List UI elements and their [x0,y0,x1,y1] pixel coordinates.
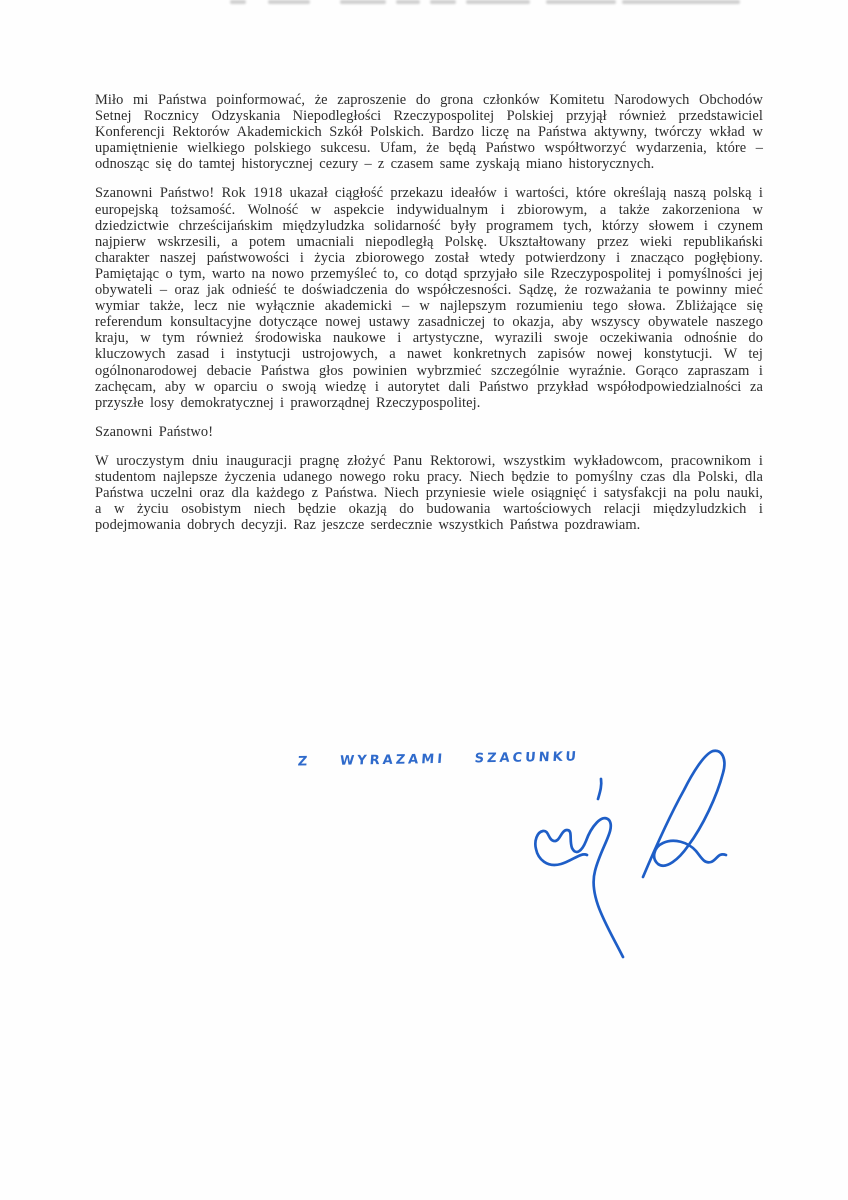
letter-salutation: Szanowni Państwo! [95,423,214,440]
letter-paragraph-3: W uroczystym dniu inauguracji pragnę złożyć Panu Rektorowi, wszystkim wykładowcom, pracownikom i studentom najlepsze życzenia udanego nowego roku pracy. Niech będzie to pomyślny czas dla Polski, dla Państwa uczelni oraz dla każdego z Państwa. Niech przyniesie wiele osiągnięć i satysfakcji na polu nauki, a w życiu osobistym niech będzie okazją do budowania wartościowych relacji międzyludzkich i podejmowania dobrych decyzji. Raz jeszcze serdecznie wszystkich Państwa pozdrawiam. [95,452,763,534]
scan-artifact-top [0,0,848,6]
signature-icon [468,745,738,967]
letter-paragraph-2: Szanowni Państwo! Rok 1918 ukazał ciągłość przekazu ideałów i wartości, które określają naszą polską i europejską tożsamość. Wolność w aspekcie indywidualnym i zbiorowym, a także zakorzeniona w dziedzictwie chrześcijańskim międzyludzka solidarność były programem tych, którzy słowem i czynem najpierw wskrzesili, a potem umacniali niepodległą Polskę. Ukształtowany przez wieki republikański charakter naszej państwowości i życia zbiorowego został wtedy potwierdzony i znacząco pogłębiony. Pamiętając o tym, warto na nowo przemyśleć to, co dotąd sprzyjało sile Rzeczypospolitej i pomyślności jej obywateli – oraz jak odnieść te doświadczenia do współczesności. Sądzę, że rozważania te powinny mieć wymiar także, lecz nie wyłącznie akademicki – w najlepszym rozumieniu tego słowa. Zbliżające się referendum konsultacyjne dotyczące nowej ustawy zasadniczej to okazja, aby wszyscy obywatele naszego kraju, w tym również środowiska naukowe i artystyczne, wyrazili swoje oczekiwania odnośnie do kluczowych zasad i instytucji ustrojowych, a nawet konkretnych zapisów nowej konstytucji. W tej ogólnonarodowej debacie Państwa głos powinien wybrzmieć szczególnie wyraźnie. Gorąco zapraszam i zachęcam, aby w oparciu o swoją wiedzę i autorytet dali Państwo przykład współodpowiedzialności za przyszłe losy demokratycznej i praworządnej Rzeczypospolitej. [95,185,763,411]
handwritten-signature [468,745,738,967]
letter-body [95,92,763,546]
letter-paragraph-1: Miło mi Państwa poinformować, że zaproszenie do grona członków Komitetu Narodowych Obchodów Setnej Rocznicy Odzyskania Niepodległości Rzeczypospolitej Polskiej przyjął również przedstawiciel Konferencji Rektorów Akademickich Szkół Polskich. Bardzo liczę na Państwa aktywny, twórczy wkład w upamiętnienie wielkiego polskiego sukcesu. Ufam, że będą Państwo współtworzyć wydarzenia, które – odnosząc się do tamtej historycznej cezury – z czasem same zyskają miano historycznych. [95,92,763,173]
handwritten-closing-note: Z WYRAZAMI SZACUNKU [297,749,580,770]
